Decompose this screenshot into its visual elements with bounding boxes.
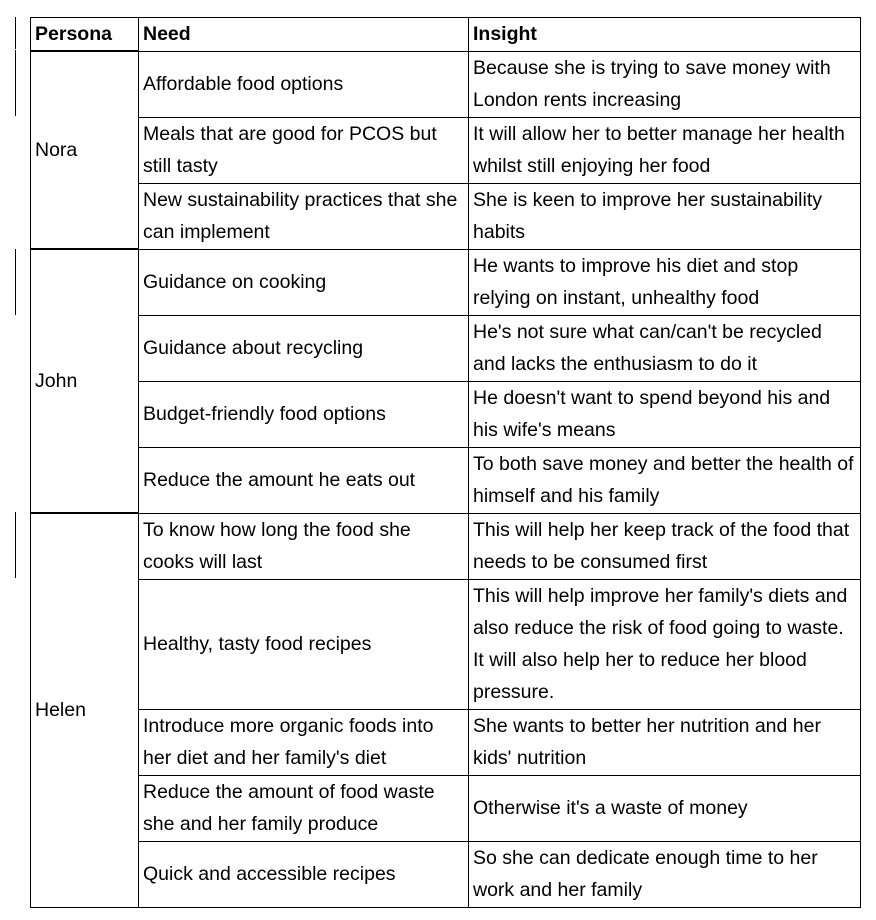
- header-row: [31, 18, 861, 52]
- table-row: [31, 381, 861, 447]
- insight-cell: To both save money and better the health of himself and his family: [469, 447, 861, 513]
- table-row: [31, 709, 861, 775]
- need-cell: Affordable food options: [139, 51, 469, 117]
- table-row: [31, 315, 861, 381]
- need-cell: Introduce more organic foods into her diet and her family's diet: [139, 709, 469, 775]
- header-insight: Insight: [469, 18, 861, 52]
- table-row: [31, 513, 861, 579]
- group-marker: [15, 50, 16, 116]
- group-marker: [15, 17, 16, 49]
- insight-cell: He wants to improve his diet and stop relying on instant, unhealthy food: [469, 249, 861, 315]
- group-marker: [15, 512, 16, 578]
- table-row: [31, 249, 861, 315]
- need-cell: Quick and accessible recipes: [139, 841, 469, 907]
- table-row: [31, 841, 861, 907]
- group-marker: [15, 249, 16, 315]
- table-row: [31, 117, 861, 183]
- insight-cell: He doesn't want to spend beyond his and his wife's means: [469, 381, 861, 447]
- need-cell: Meals that are good for PCOS but still tasty: [139, 117, 469, 183]
- insight-cell: Because she is trying to save money with London rents increasing: [469, 51, 861, 117]
- insight-cell: It will allow her to better manage her health whilst still enjoying her food: [469, 117, 861, 183]
- insight-cell: She is keen to improve her sustainability habits: [469, 183, 861, 249]
- table-row: [31, 775, 861, 841]
- need-cell: Guidance on cooking: [139, 249, 469, 315]
- insight-cell: He's not sure what can/can't be recycled and lacks the enthusiasm to do it: [469, 315, 861, 381]
- insight-cell: Otherwise it's a waste of money: [469, 775, 861, 841]
- need-cell: Budget-friendly food options: [139, 381, 469, 447]
- need-cell: New sustainability practices that she can implement: [139, 183, 469, 249]
- need-cell: Reduce the amount of food waste she and her family produce: [139, 775, 469, 841]
- insight-cell: So she can dedicate enough time to her work and her family: [469, 841, 861, 907]
- persona-cell: Nora: [31, 51, 139, 249]
- need-cell: To know how long the food she cooks will last: [139, 513, 469, 579]
- header-persona: Persona: [31, 18, 139, 52]
- persona-needs-table: [30, 17, 861, 908]
- table-row: [31, 579, 861, 709]
- persona-cell: Helen: [31, 513, 139, 907]
- table-row: [31, 447, 861, 513]
- insight-cell: This will help improve her family's diets and also reduce the risk of food going to waste. It will also help her to reduce her blood pressure.: [469, 579, 861, 709]
- need-cell: Guidance about recycling: [139, 315, 469, 381]
- table-row: [31, 183, 861, 249]
- insight-cell: She wants to better her nutrition and her kids' nutrition: [469, 709, 861, 775]
- table-row: [31, 51, 861, 117]
- header-need: Need: [139, 18, 469, 52]
- persona-cell: John: [31, 249, 139, 513]
- insight-cell: This will help her keep track of the food that needs to be consumed first: [469, 513, 861, 579]
- need-cell: Reduce the amount he eats out: [139, 447, 469, 513]
- need-cell: Healthy, tasty food recipes: [139, 579, 469, 709]
